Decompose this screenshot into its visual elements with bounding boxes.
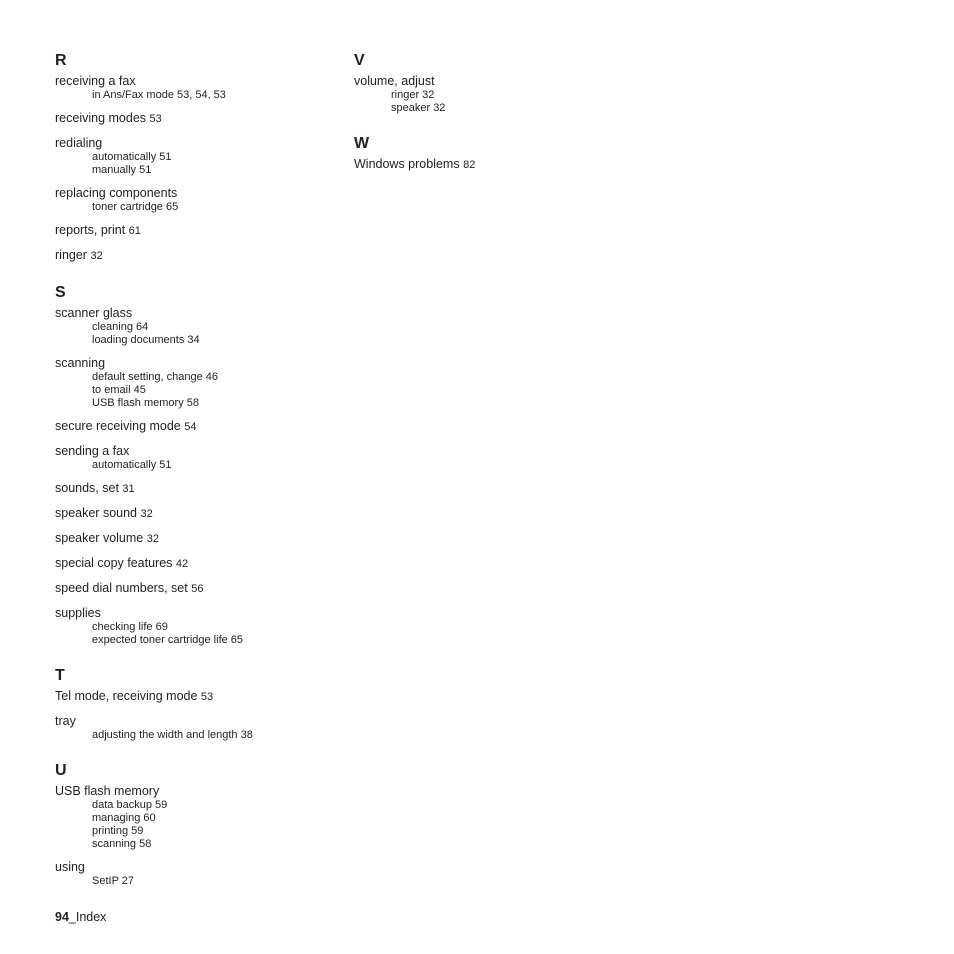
index-subentry: USB flash memory 58 xyxy=(92,397,199,409)
index-term-text: sending a fax xyxy=(55,444,130,458)
index-page-number: 32 xyxy=(146,533,159,545)
index-subentry: checking life 69 xyxy=(92,621,168,633)
index-term xyxy=(55,784,335,799)
index-term xyxy=(55,419,335,435)
index-subentry: speaker 32 xyxy=(391,102,446,114)
index-term xyxy=(55,481,335,497)
index-term-text: receiving a fax xyxy=(55,74,136,88)
index-page-number: 32 xyxy=(90,250,103,262)
index-subentry: scanning 58 xyxy=(92,838,152,850)
index-entry xyxy=(55,860,335,888)
index-term-text: USB flash memory xyxy=(55,784,160,798)
index-term xyxy=(55,306,335,321)
index-entry xyxy=(55,223,335,239)
index-term-text: Windows problems xyxy=(354,157,460,171)
footer-label: _Index xyxy=(68,910,107,924)
index-section xyxy=(354,134,634,173)
index-term-text: replacing components xyxy=(55,186,178,200)
index-term xyxy=(55,531,335,547)
index-term-text: secure receiving mode xyxy=(55,419,181,433)
index-entry xyxy=(55,111,335,127)
index-term xyxy=(55,136,335,151)
index-entry xyxy=(55,306,335,347)
index-entry xyxy=(55,784,335,851)
index-subentries xyxy=(354,89,634,115)
index-page-number: 53 xyxy=(149,113,162,125)
index-term-text: scanner glass xyxy=(55,306,133,320)
index-term xyxy=(55,444,335,459)
index-term xyxy=(55,223,335,239)
index-entry xyxy=(55,74,335,102)
section-letter: V xyxy=(354,52,365,69)
index-term xyxy=(55,506,335,522)
index-term-text: receiving modes xyxy=(55,111,147,125)
index-column-left xyxy=(55,51,335,907)
index-term-text: ringer xyxy=(55,248,87,262)
index-subentries xyxy=(55,151,335,177)
index-entry xyxy=(55,356,335,410)
index-entry xyxy=(354,74,634,115)
index-page-number: 61 xyxy=(128,225,141,237)
index-section xyxy=(55,666,335,742)
index-entry xyxy=(55,186,335,214)
index-entry xyxy=(55,506,335,522)
index-term xyxy=(354,74,634,89)
index-term-text: supplies xyxy=(55,606,101,620)
index-term-text: Tel mode, receiving mode xyxy=(55,689,198,703)
index-term xyxy=(354,157,634,173)
index-section xyxy=(55,51,335,264)
index-term-text: volume, adjust xyxy=(354,74,435,88)
index-subentries xyxy=(55,799,335,851)
index-term-text: special copy features xyxy=(55,556,173,570)
index-term xyxy=(55,606,335,621)
index-page-number: 82 xyxy=(463,159,476,171)
index-subentry: manually 51 xyxy=(92,164,152,176)
index-subentry: adjusting the width and length 38 xyxy=(92,729,253,741)
index-entry xyxy=(55,481,335,497)
index-subentry: printing 59 xyxy=(92,825,144,837)
index-page-number: 31 xyxy=(122,483,135,495)
index-page-number: 42 xyxy=(175,558,189,570)
index-term xyxy=(55,74,335,89)
section-letter: T xyxy=(55,667,65,684)
index-column-right xyxy=(354,51,634,192)
index-section xyxy=(55,283,335,647)
index-section xyxy=(354,51,634,115)
section-letter: W xyxy=(354,135,370,152)
section-letter: S xyxy=(55,284,66,301)
index-subentry: data backup 59 xyxy=(92,799,168,811)
index-subentry: to email 45 xyxy=(92,384,146,396)
index-subentries xyxy=(55,89,335,102)
index-entry xyxy=(55,419,335,435)
index-page-number: 56 xyxy=(191,583,204,595)
index-entry xyxy=(55,556,335,572)
index-entry xyxy=(354,157,634,173)
index-subentry: automatically 51 xyxy=(92,151,172,163)
index-subentries xyxy=(55,621,335,647)
index-term xyxy=(55,581,335,597)
index-subentry: loading documents 34 xyxy=(92,334,200,346)
index-term xyxy=(55,714,335,729)
index-subentry: SetIP 27 xyxy=(92,875,134,887)
index-page-number: 54 xyxy=(184,421,197,433)
index-term-text: sounds, set xyxy=(55,481,119,495)
index-term-text: speaker sound xyxy=(55,506,138,520)
index-subentries xyxy=(55,459,335,472)
index-term xyxy=(55,248,335,264)
index-term-text: scanning xyxy=(55,356,106,370)
index-subentry: cleaning 64 xyxy=(92,321,149,333)
index-page-number: 53 xyxy=(200,691,214,703)
index-entry xyxy=(55,689,335,705)
index-entry xyxy=(55,581,335,597)
index-subentry: default setting, change 46 xyxy=(92,371,218,383)
index-entry xyxy=(55,136,335,177)
index-term xyxy=(55,860,335,875)
section-letter: R xyxy=(55,52,67,69)
index-entry xyxy=(55,248,335,264)
index-term-text: redialing xyxy=(55,136,103,150)
index-entry xyxy=(55,531,335,547)
index-subentry: automatically 51 xyxy=(92,459,172,471)
index-section xyxy=(55,761,335,888)
index-term-text: reports, print xyxy=(55,223,126,237)
index-term xyxy=(55,356,335,371)
index-term xyxy=(55,556,335,572)
index-term xyxy=(55,186,335,201)
index-subentries xyxy=(55,875,335,888)
index-subentries xyxy=(55,201,335,214)
index-term-text: speaker volume xyxy=(55,531,144,545)
index-subentry: expected toner cartridge life 65 xyxy=(92,634,244,646)
index-entry xyxy=(55,606,335,647)
index-term-text: tray xyxy=(55,714,76,728)
index-subentries xyxy=(55,729,335,742)
index-subentries xyxy=(55,321,335,347)
index-term-text: speed dial numbers, set xyxy=(55,581,188,595)
index-term-text: using xyxy=(55,860,85,874)
index-subentry: in Ans/Fax mode 53, 54, 53 xyxy=(92,89,226,101)
index-subentry: ringer 32 xyxy=(391,89,435,101)
index-subentry: managing 60 xyxy=(92,812,156,824)
index-subentry: toner cartridge 65 xyxy=(92,201,179,213)
page-footer xyxy=(55,910,106,925)
index-subentries xyxy=(55,371,335,410)
footer-page-number: 94 xyxy=(55,910,69,924)
index-entry xyxy=(55,444,335,472)
index-page-number: 32 xyxy=(140,508,153,520)
index-entry xyxy=(55,714,335,742)
section-letter: U xyxy=(55,762,67,779)
index-term xyxy=(55,689,335,705)
index-term xyxy=(55,111,335,127)
